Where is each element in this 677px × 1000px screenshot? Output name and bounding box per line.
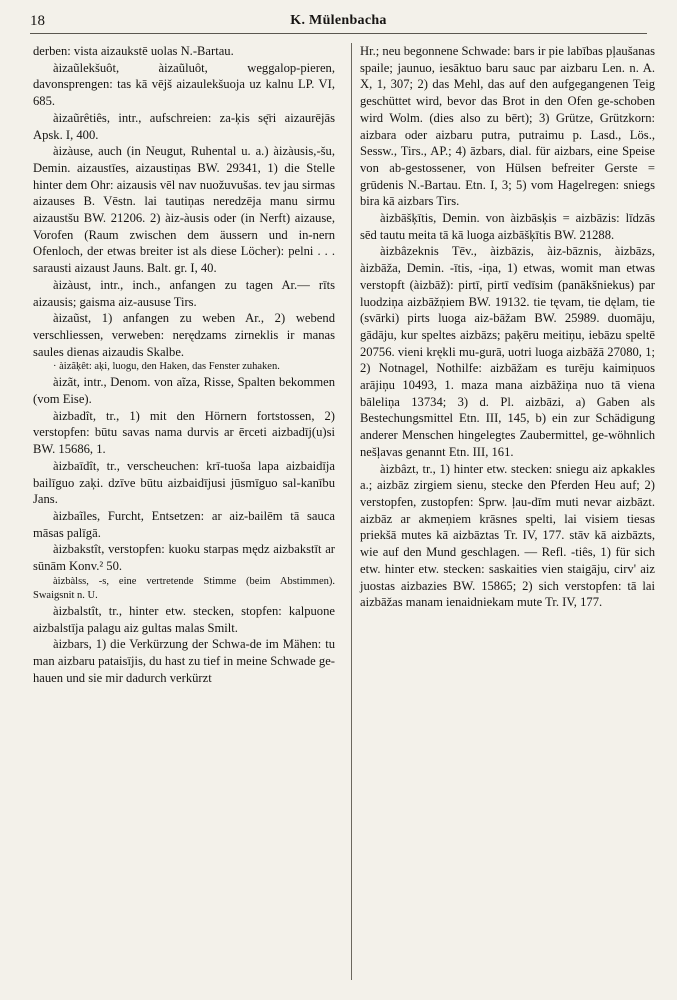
entry-paragraph: àizbāšķītis, Demin. von àizbāsķis = aizbāzis: līdzās sēd tautu meita tā kā luoga aizbāšķītis BW. 21288. <box>360 211 655 242</box>
entry-paragraph: àizbâzt, tr., 1) hinter etw. stecken: sniegu aiz apkakles a.; aizbāz zirgiem sienu, stecke den Pferden Heu auf; 2) verstopfen, zustopfen: Sprw. ļau-dīm muti nevar aizbāzt. aizbāz ar akmeņiem krāsnes spelti, lai visiem tiesas priekšā mutes kā aizbāztas Tr. IV, 177. stāv kā aizbāzts, wie auf den Mund geschlagen. — Refl. -tiês, 1) für sich etw. hinter etw. stecken: saskaities vien staigāju, cirv' aiz juostas aizbazies BW. 15865; 2) sich verstopfen: tā lai aizbāžas manam ienaidniekam mute Tr. IV, 177. <box>360 461 655 610</box>
entry-paragraph: derben: vista aizaukstē uolas N.-Bartau. <box>33 44 234 58</box>
right-column <box>351 43 655 980</box>
page-header <box>30 11 647 34</box>
entry-paragraph: àizbâzeknis Tēv., àizbāzis, àiz-bāznis, àizbāzs, àizbāža, Demin. -ītis, -iņa, 1) etwas, womit man etwas verstopft (àizbāž): pirtī, pirtī vedīsim (panākšniekus) par luodziņa aizbāžņiem BW. 19132. tie tęvam, tie dęlam, tie (svārki) pirts luoga aiz-bāžam BW. 25989. duomāju, gādāju, kur speltes aizbāzs; paķēru meitiņu, iebāzu speltē 20756. vieni krękli mu-gurā, uotri luoga aizbāžā 27080, 1; 2) Notnagel, Nothilfe: aizbāžam es turēju kaimiņuos arājiņu 10493, 1. maza mana aizbāžiņa nuo tā viena bāleliņa 13734; 3) d. Pl. aizbāzi, a) Gaben als Bestechungsmittel Etn. III, 145, b) ein zur Schädigung anderer Menschen hingelegtes Zaubermittel, ge-wöhnlich nešļavas genannt Etn. III, 161. <box>360 244 655 459</box>
entry-paragraph: àizàust, intr., inch., anfangen zu tagen Ar.— rīts aizausis; gaisma aiz-aususe Tirs. <box>33 277 335 309</box>
entry-paragraph: àizaũst, 1) anfangen zu weben Ar., 2) webend verschliessen, verweben: nerędzams zirneklis ir manas saules dienas aizaudis Skalbe. <box>33 311 335 359</box>
page-number: 18 <box>30 13 45 29</box>
entry-paragraph: àizaũrêtiês, intr., aufschreien: za-ķis sę̄ri aizaurējās Apsk. I, 400. <box>33 110 335 142</box>
left-column <box>33 43 335 686</box>
entry-paragraph: àizãt, intr., Denom. von aĩza, Risse, Spalten bekommen (vom Eise). <box>33 375 335 407</box>
entry-paragraph: àizbars, 1) die Verkürzung der Schwa-de im Mähen: tu man aizbaru pataisījis, du hast zu tief in meine Schwade ge-hauen und sie mir dadurch verkürzt <box>33 637 335 685</box>
entry-paragraph: àizaũlekšuôt, àizaũluôt, weggalop-pieren, davonsprengen: tas kā vējš aizaulekšuoja uz kalnu LP. VI, 685. <box>33 60 335 109</box>
entry-paragraph: àizàuse, auch (in Neugut, Ruhental u. a.) àizàusis,-šu, Demin. aizaustīes, aizaustiņas BW. 29341, 1) die Stelle hinter dem Ohr: aizausis vēl nav nuožuvušas. tev jau sirmas aizauses B. Vēstn. lai tautiņas neredzēja manu sirmu aizaustšu BW. 21206. 2) àiz-àusis oder (in Nerft) aizause, Vorofen (Raum zwischen dem äussern und in-nern Ofenloch, der etwas breiter ist als diese Löcher): pelni . . . sarausti aizaust Jauns. Balt. gr. I, 40. <box>33 144 335 276</box>
entry-paragraph: àizbaĩles, Furcht, Entsetzen: ar aiz-bailēm tā sauca māsas palīgā. <box>33 508 335 540</box>
entry-paragraph: àizbadît, tr., 1) mit den Hörnern fortstossen, 2) verstopfen: būtu savas nama durvis ar ērceti aizbadīj(u)si BW. 15686, 1. <box>33 408 335 457</box>
entry-paragraph: àizbalstît, tr., hinter etw. stecken, stopfen: kalpuone aizbalstīja palagu aiz gultas malas Smilt. <box>33 603 335 635</box>
running-head: K. Mülenbacha <box>290 13 387 28</box>
entry-paragraph: àizbaīdît, tr., verscheuchen: krī-tuoša lapa aizbaidīja bailīguo zaķi. dzīve būtu aizbaidījusi jūsmīguo sal-kanību Jans. <box>33 458 335 507</box>
entry-paragraph: àizbàlss, -s, eine vertretende Stimme (beim Abstimmen). Swaigsnit n. U. <box>33 575 335 601</box>
entry-paragraph: àizbakstît, verstopfen: kuoku starpas mędz aizbakstīt ar sūnām Konv.² 50. <box>33 542 335 574</box>
entry-paragraph: · àizãķêt: aķi, luogu, den Haken, das Fenster zuhaken. <box>53 361 280 373</box>
entry-paragraph: Hr.; neu begonnene Schwade: bars ir pie labības pļaušanas spaile; jaunuo, iesāktuo baru sauc par aizbaru Len. n. A. X, 1, 307; 2) das Mehl, das auf den aufgegangenen Teig geschüttet wird, bevor das Brot in den Ofen ge-schoben wird Wolm. (dies also zu bērt); 3) Grütze, Grützkorn: aizbara oder aizbaru putra, putraimu p. Lasd., Lös., Sessw., Tirs., AP.; 4) āzbars, dial. für aizbars, eine Speise von ab-gestossener, von Hülsen befreiter Gerste = grūdenis N.-Bartau. Etn. I, 3; 5) vom Hagelregen: sniegs bira kā aizbars Tirs. <box>360 44 655 209</box>
